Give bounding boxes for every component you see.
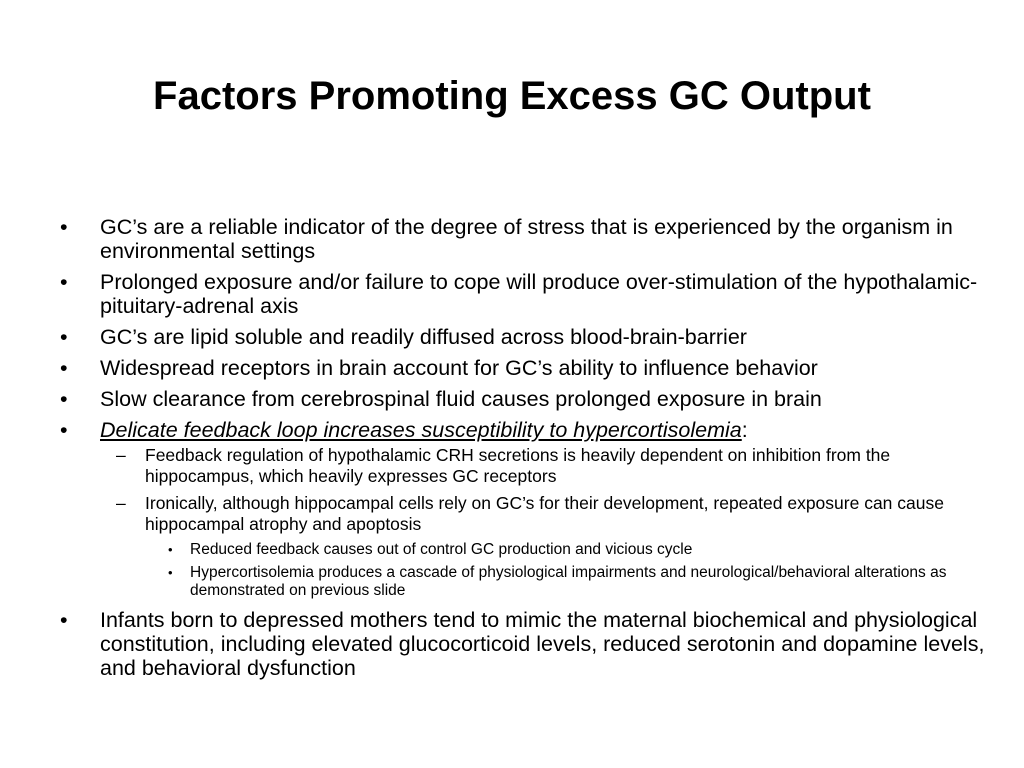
dash-marker: – xyxy=(116,493,126,513)
bullet-item xyxy=(0,387,1000,411)
bullet-text: Infants born to depressed mothers tend to mimic the maternal biochemical and physiological constitution, including elevated glucocorticoid levels, reduced serotonin and dopamine levels, and behavioral dysfunction xyxy=(100,608,985,680)
sub-bullet-item xyxy=(0,493,1000,535)
bullet-item xyxy=(0,356,1000,380)
sub-sub-bullet-item xyxy=(0,541,1000,559)
bullet-text: Widespread receptors in brain account for GC’s ability to influence behavior xyxy=(100,356,818,380)
bullet-text: GC’s are lipid soluble and readily diffused across blood-brain-barrier xyxy=(100,325,747,349)
sub-bullet-text: Ironically, although hippocampal cells rely on GC’s for their development, repeated exposure can cause hippocampal atrophy and apoptosis xyxy=(145,493,944,534)
bullet-marker: • xyxy=(168,565,173,580)
sub-bullet-text: Feedback regulation of hypothalamic CRH secretions is heavily dependent on inhibition from the hippocampus, which heavily expresses GC receptors xyxy=(145,445,891,486)
bullet-marker: • xyxy=(60,387,68,411)
sub-bullet-item xyxy=(0,445,1000,487)
bullet-text: Slow clearance from cerebrospinal fluid causes prolonged exposure in brain xyxy=(100,387,822,411)
bullet-text: Prolonged exposure and/or failure to cope will produce over-stimulation of the hypothalamic-pituitary-adrenal axis xyxy=(100,270,978,318)
dash-marker: – xyxy=(116,445,126,465)
emphasized-bullet-text: Delicate feedback loop increases susceptibility to hypercortisolemia xyxy=(100,418,742,442)
bullet-text: GC’s are a reliable indicator of the degree of stress that is experienced by the organism in environmental settings xyxy=(100,215,953,263)
sub-sub-bullet-text: Reduced feedback causes out of control GC production and vicious cycle xyxy=(190,541,693,558)
bullet-marker: • xyxy=(60,325,68,349)
bullet-suffix: : xyxy=(741,418,748,442)
bullet-item xyxy=(0,608,1000,680)
bullet-item xyxy=(0,325,1000,349)
bullet-marker: • xyxy=(60,418,68,442)
bullet-marker: • xyxy=(60,215,68,239)
bullet-item xyxy=(0,270,1000,318)
bullet-marker: • xyxy=(60,608,68,632)
bullet-item xyxy=(0,215,1000,263)
bullet-marker: • xyxy=(168,542,173,557)
bullet-marker: • xyxy=(60,356,68,380)
slide-title: Factors Promoting Excess GC Output xyxy=(153,74,871,118)
bullet-marker: • xyxy=(60,270,68,294)
bullet-list xyxy=(0,215,1000,687)
sub-sub-bullet-text: Hypercortisolemia produces a cascade of physiological impairments and neurological/behavioral alterations as demonstrated on previous slide xyxy=(190,564,947,599)
bullet-item xyxy=(0,418,1000,442)
sub-sub-bullet-item xyxy=(0,564,1000,600)
